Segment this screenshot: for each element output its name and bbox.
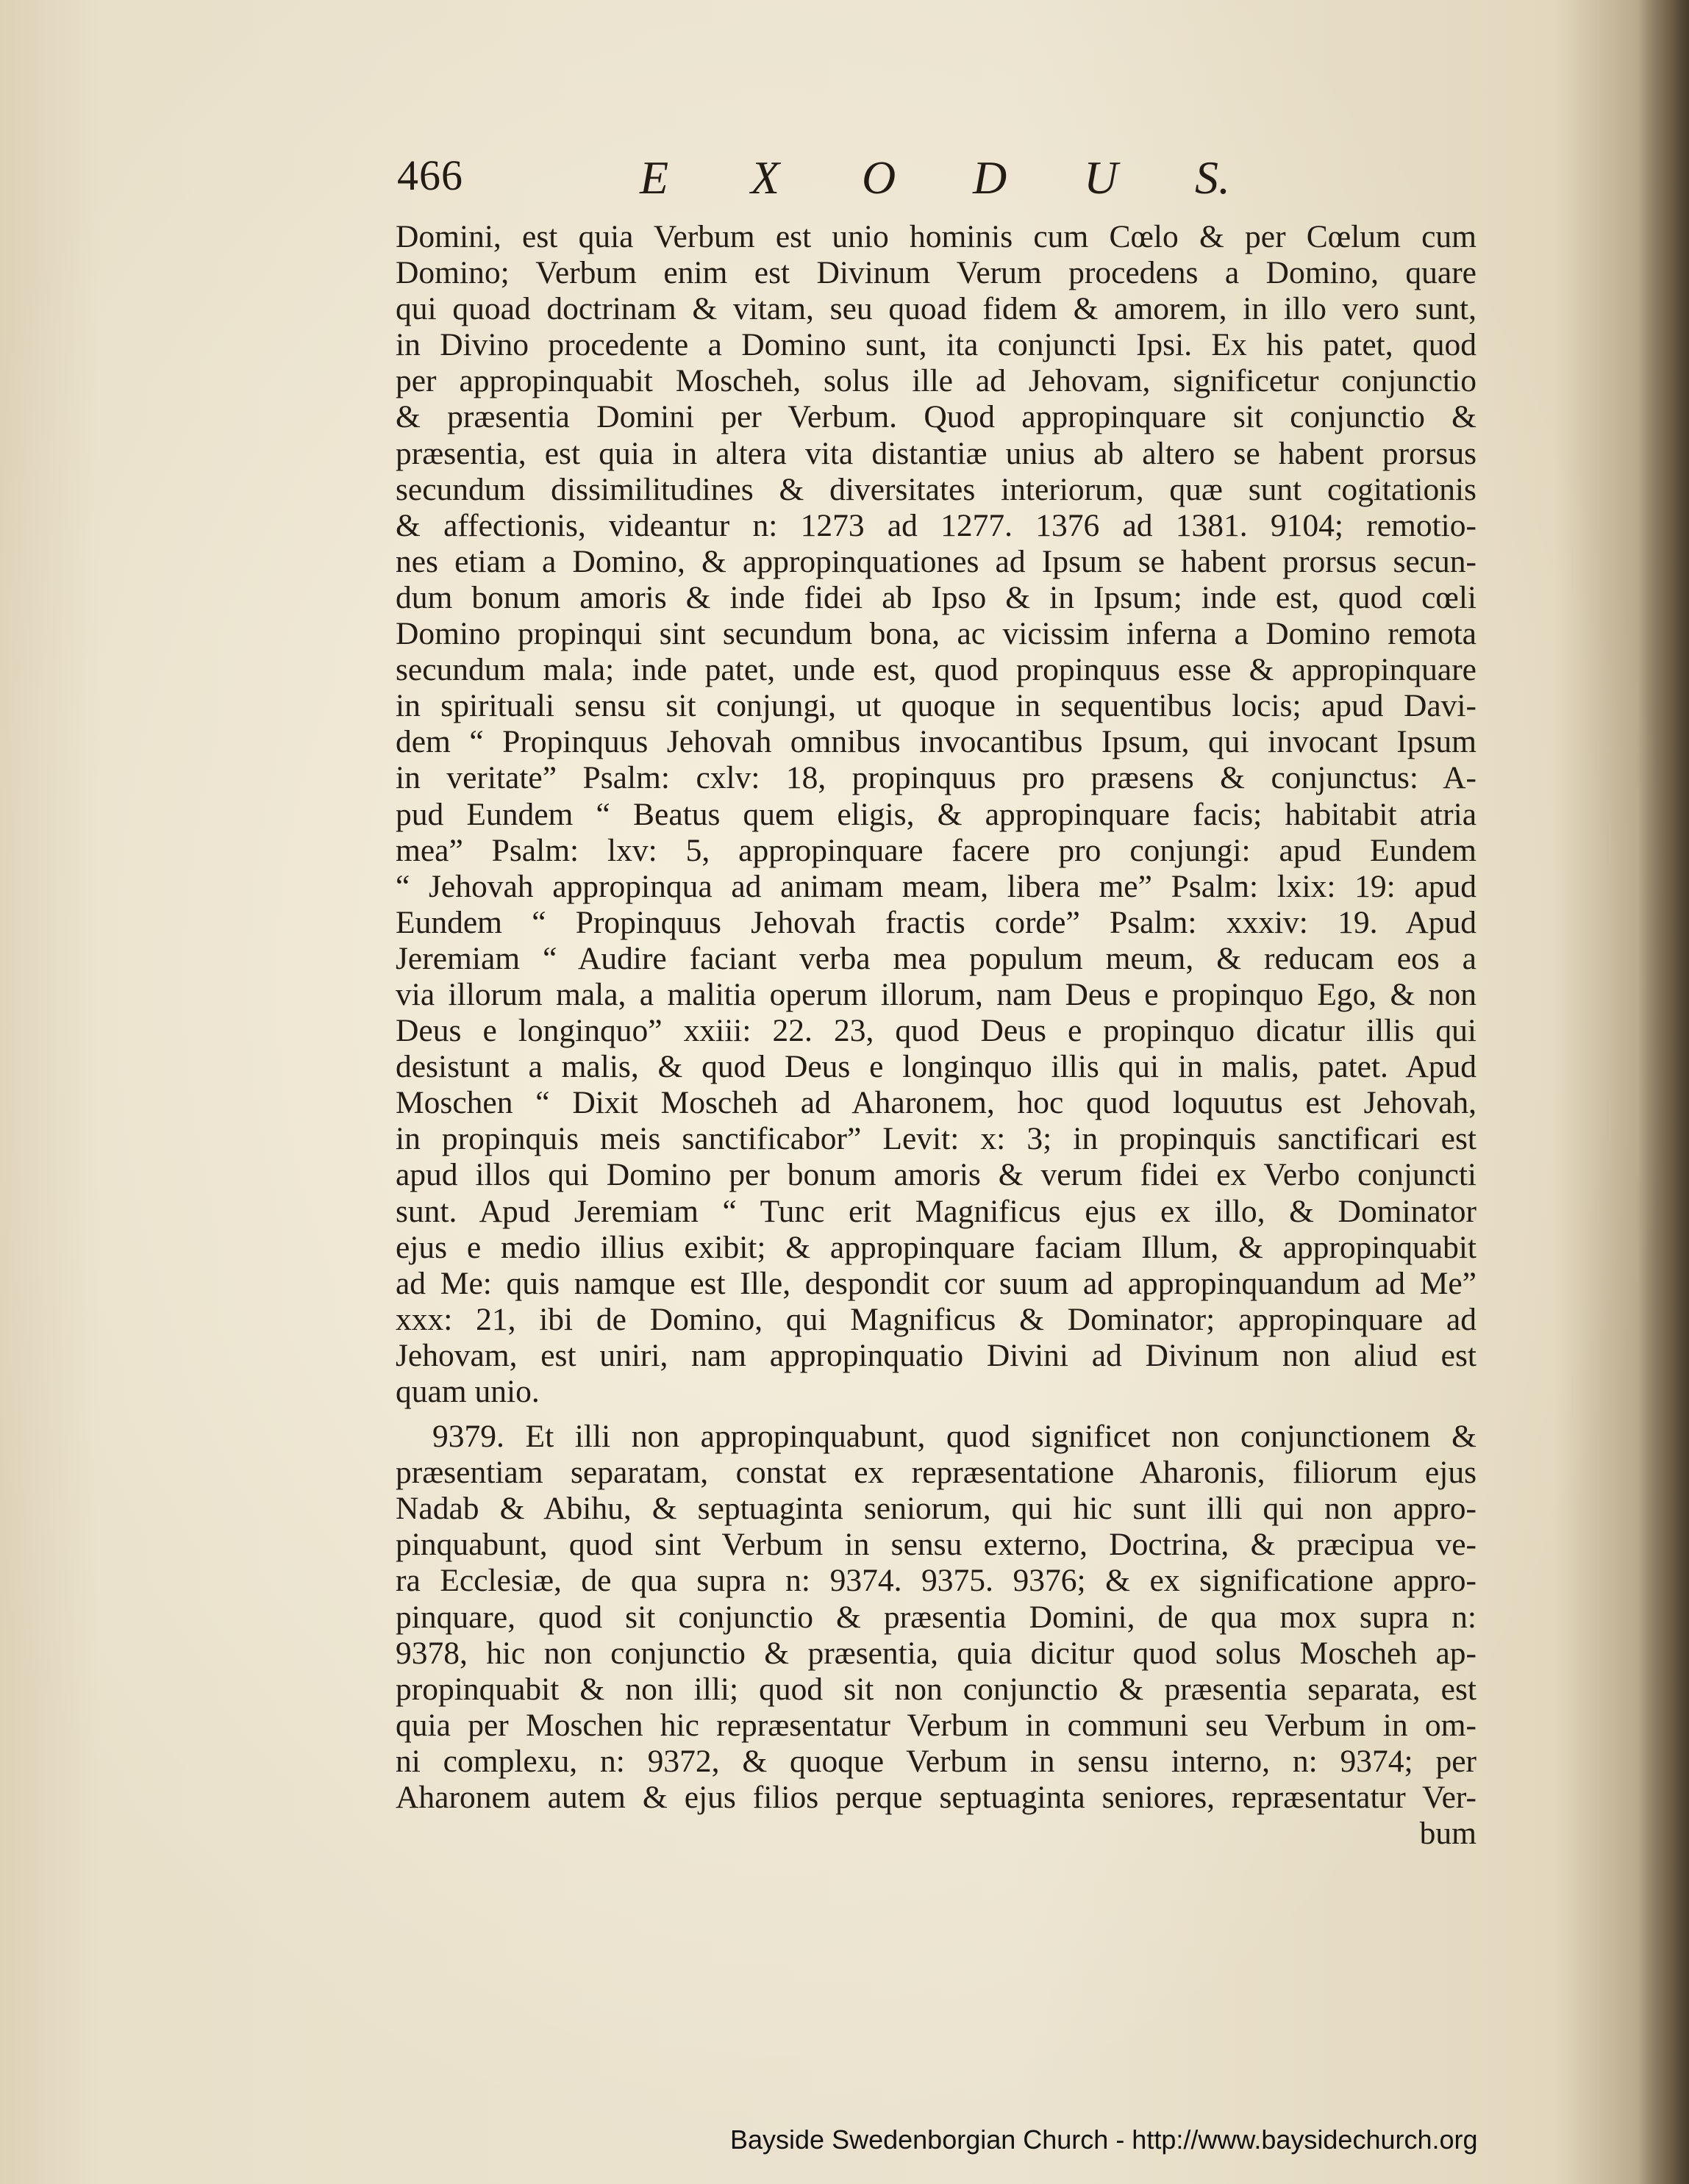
text-line: ni complexu, n: 9372, & quoque Verbum in sensu interno, n: 9374; per — [396, 1743, 1476, 1779]
page-number: 466 — [397, 151, 463, 199]
text-line: ejus e medio illius exibit; & appropinquare faciam Illum, & appropinquabit — [396, 1229, 1476, 1265]
text-line: “ Jehovah appropinqua ad animam meam, libera me” Psalm: lxix: 19: apud — [396, 868, 1476, 904]
running-title-letter: X — [751, 151, 780, 204]
paragraph-continuation — [396, 219, 1476, 1410]
text-line: sunt. Apud Jeremiam “ Tunc erit Magnificus ejus ex illo, & Dominator — [396, 1193, 1476, 1229]
running-title-letter: S. — [1195, 151, 1230, 204]
text-line: secundum dissimilitudines & diversitates interiorum, quæ sunt cogitationis — [396, 471, 1476, 507]
text-line: quam unio. — [396, 1374, 540, 1409]
text-line: præsentia, est quia in altera vita distantiæ unius ab altero se habent prorsus — [396, 435, 1476, 471]
text-line: 9379. Et illi non appropinquabunt, quod significet non conjunctionem & — [432, 1419, 1476, 1455]
text-line: qui quoad doctrinam & vitam, seu quoad fidem & amorem, in illo vero sunt, — [396, 291, 1476, 327]
text-line: xxx: 21, ibi de Domino, qui Magnificus & Dominator; appropinquare ad — [396, 1301, 1476, 1337]
text-line: Domini, est quia Verbum est unio hominis cum Cœlo & per Cœlum cum — [396, 219, 1476, 254]
text-line: in Divino procedente a Domino sunt, ita conjuncti Ipsi. Ex his patet, quod — [396, 327, 1476, 363]
text-line: Domino propinqui sint secundum bona, ac vicissim inferna a Domino remota — [396, 616, 1476, 652]
text-line: desistunt a malis, & quod Deus e longinquo illis qui in malis, patet. Apud — [396, 1049, 1476, 1085]
text-line: pinquare, quod sit conjunctio & præsentia Domini, de qua mox supra n: — [396, 1599, 1476, 1635]
book-gutter-shadow — [1638, 0, 1689, 2184]
text-line: & præsentia Domini per Verbum. Quod appropinquare sit conjunctio & — [396, 399, 1476, 435]
text-line: Moschen “ Dixit Moscheh ad Aharonem, hoc quod loquutus est Jehovah, — [396, 1085, 1476, 1121]
running-title-letter: E — [640, 151, 669, 204]
text-line: in spirituali sensu sit conjungi, ut quoque in sequentibus locis; apud Davi- — [396, 688, 1476, 724]
text-line: dum bonum amoris & inde fidei ab Ipso & in Ipsum; inde est, quod cœli — [396, 579, 1476, 615]
text-line: in propinquis meis sanctificabor” Levit: x: 3; in propinquis sanctificari est — [396, 1121, 1476, 1157]
text-line: Nadab & Abihu, & septuaginta seniorum, qui hic sunt illi qui non appro- — [396, 1491, 1476, 1527]
body-text — [396, 219, 1476, 1852]
text-line: via illorum mala, a malitia operum illorum, nam Deus e propinquo Ego, & non — [396, 976, 1476, 1012]
text-line: Domino; Verbum enim est Divinum Verum procedens a Domino, quare — [396, 255, 1476, 291]
text-line: nes etiam a Domino, & appropinquationes ad Ipsum se habent prorsus secun- — [396, 543, 1476, 579]
text-line: 9378, hic non conjunctio & præsentia, quia dicitur quod solus Moscheh ap- — [396, 1635, 1476, 1671]
text-line: pinquabunt, quod sint Verbum in sensu externo, Doctrina, & præcipua ve- — [396, 1527, 1476, 1563]
text-line: præsentiam separatam, constat ex repræsentatione Aharonis, filiorum ejus — [396, 1455, 1476, 1491]
text-line: ra Ecclesiæ, de qua supra n: 9374. 9375. 9376; & ex significatione appro- — [396, 1563, 1476, 1599]
website-credit: Bayside Swedenborgian Church - http://www.baysidechurch.org — [730, 2124, 1478, 2155]
text-line: in veritate” Psalm: cxlv: 18, propinquus pro præsens & conjunctus: A- — [396, 760, 1476, 796]
text-line: quia per Moschen hic repræsentatur Verbum in communi seu Verbum in om- — [396, 1707, 1476, 1743]
running-title-letter: O — [862, 151, 896, 204]
text-line: Aharonem autem & ejus filios perque septuaginta seniores, repræsentatur Ver- — [396, 1780, 1476, 1816]
text-line: Eundem “ Propinquus Jehovah fractis corde” Psalm: xxxiv: 19. Apud — [396, 904, 1476, 940]
text-line: pud Eundem “ Beatus quem eligis, & appropinquare facis; habitabit atria — [396, 796, 1476, 832]
text-line: Jehovam, est uniri, nam appropinquatio Divini ad Divinum non aliud est — [396, 1337, 1476, 1373]
text-line: & affectionis, videantur n: 1273 ad 1277. 1376 ad 1381. 9104; remotio- — [396, 507, 1476, 543]
running-title — [640, 151, 1419, 205]
text-line: secundum mala; inde patet, unde est, quod propinquus esse & appropinquare — [396, 652, 1476, 688]
text-line: Jeremiam “ Audire faciant verba mea populum meum, & reducam eos a — [396, 940, 1476, 976]
text-line: Deus e longinquo” xxiii: 22. 23, quod Deus e propinquo dicatur illis qui — [396, 1013, 1476, 1049]
running-title-letter: U — [1084, 151, 1118, 204]
text-line: ad Me: quis namque est Ille, despondit cor suum ad appropinquandum ad Me” — [396, 1265, 1476, 1301]
paragraph-9379 — [396, 1419, 1476, 1816]
text-line: mea” Psalm: lxv: 5, appropinquare facere pro conjungi: apud Eundem — [396, 832, 1476, 868]
text-line: dem “ Propinquus Jehovah omnibus invocantibus Ipsum, qui invocant Ipsum — [396, 724, 1476, 760]
page-header — [397, 151, 1445, 210]
text-line: per appropinquabit Moscheh, solus ille ad Jehovam, significetur conjunctio — [396, 363, 1476, 399]
running-title-letter: D — [973, 151, 1007, 204]
catchword: bum — [1419, 1816, 1476, 1852]
text-line: apud illos qui Domino per bonum amoris & verum fidei ex Verbo conjuncti — [396, 1157, 1476, 1193]
text-line: propinquabit & non illi; quod sit non conjunctio & præsentia separata, est — [396, 1671, 1476, 1707]
